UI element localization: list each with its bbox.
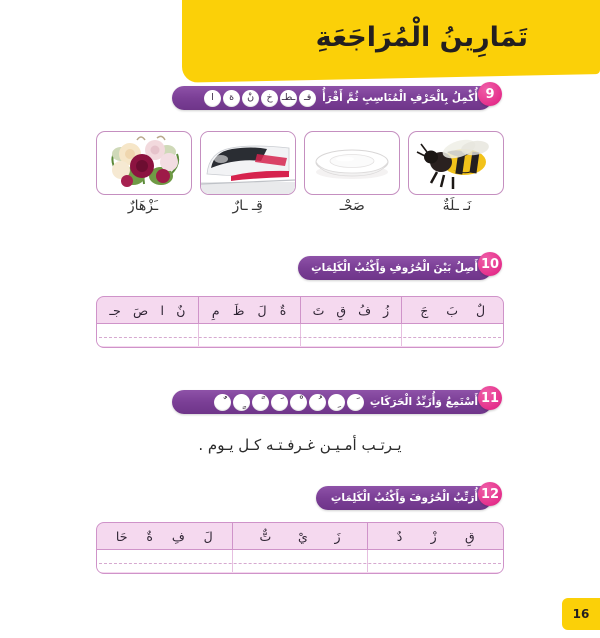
exercise-9-header xyxy=(172,86,492,110)
letter-group xyxy=(300,297,402,323)
table-letter: قِ xyxy=(464,528,475,544)
table-letter: دٌ xyxy=(396,528,403,544)
exercise-10-header xyxy=(298,256,492,280)
exercise-10-letter-row xyxy=(97,297,503,323)
harakah-chip[interactable] xyxy=(309,394,326,411)
letter-chip[interactable]: فـ xyxy=(299,90,316,107)
harakah-chip[interactable] xyxy=(347,394,364,411)
table-letter: تَ xyxy=(312,302,325,318)
table-letter: قِ xyxy=(336,302,347,318)
table-letter: لَ xyxy=(257,302,267,318)
page-number: 16 xyxy=(572,607,590,621)
exercise-9-chip-row xyxy=(204,90,316,107)
writing-cell[interactable] xyxy=(367,550,503,572)
table-letter: صَ xyxy=(133,302,149,318)
table-letter: تٌّ xyxy=(259,528,272,544)
page-title: تَمَارِينُ الْمُرَاجَعَةِ xyxy=(315,22,528,53)
exercise-9-word-row xyxy=(96,198,504,214)
exercise-12-letter-row xyxy=(97,523,503,549)
table-letter: مِ xyxy=(211,302,220,318)
table-letter: ةٌ xyxy=(146,528,153,544)
harakah-chip[interactable] xyxy=(290,394,307,411)
picture-word: نَـ ـلَةٌ xyxy=(442,198,472,214)
letter-chip[interactable]: نْ xyxy=(242,90,259,107)
harakah-chip[interactable] xyxy=(271,394,288,411)
exercise-12-instruction: أُرَتِّبُ الْحُرُوفَ وَأَكْتُبُ الْكَلِمَاتِ xyxy=(330,492,478,504)
table-letter: يْ xyxy=(297,528,308,544)
page-number-badge xyxy=(562,598,600,630)
exercise-10-table[interactable] xyxy=(96,296,504,348)
table-letter: ظَ xyxy=(232,302,245,318)
picture-word: صَحْـ xyxy=(339,198,365,214)
letter-chip[interactable]: ا xyxy=(204,90,221,107)
picture-word: قِـ ـارٌ xyxy=(232,198,263,214)
table-letter: نٌ xyxy=(176,302,186,318)
exercise-12-header xyxy=(316,486,492,510)
writing-cell[interactable] xyxy=(300,324,402,346)
writing-guide-line xyxy=(99,563,501,564)
harakah-chip[interactable] xyxy=(252,394,269,411)
exercise-11-sentence: يـرتـب أمـيـن غـرفـتـه كـل يـوم . xyxy=(198,436,402,454)
exercise-10-writing-row[interactable] xyxy=(97,323,503,346)
table-letter: لَ xyxy=(203,528,213,544)
train-image xyxy=(200,131,296,195)
letter-group xyxy=(367,523,503,549)
letter-group xyxy=(198,297,300,323)
letter-chip[interactable]: ـطـ xyxy=(280,90,297,107)
picture-word: ـَزْهَارٌ xyxy=(127,198,159,214)
table-letter: زَ xyxy=(334,528,341,544)
exercise-12-writing-row[interactable] xyxy=(97,549,503,572)
letter-chip[interactable]: ة xyxy=(223,90,240,107)
exercise-12-number: 12 xyxy=(478,482,502,506)
table-letter: لٌ xyxy=(475,302,486,318)
table-letter: زْ xyxy=(430,528,437,544)
harakah-chip[interactable] xyxy=(214,394,231,411)
exercise-9-instruction: أُكْمِلُ بِالْحَرْفِ الْمُنَاسِبِ ثُمَّ أَقْرَأُ xyxy=(322,92,478,104)
exercise-9-number: 9 xyxy=(478,82,502,106)
harakah-chip[interactable] xyxy=(233,394,250,411)
writing-cell[interactable] xyxy=(198,324,300,346)
harakah-chip[interactable] xyxy=(328,394,345,411)
table-letter: فُ xyxy=(358,302,372,318)
writing-cell[interactable] xyxy=(232,550,368,572)
exercise-11-chip-row xyxy=(214,394,364,411)
table-letter: ةٌ xyxy=(279,302,287,318)
exercise-10-instruction: أَصِلُ بَيْنَ الْحُرُوفِ وَأَكْتُبُ الْكَلِمَاتِ xyxy=(311,262,478,274)
letter-group xyxy=(232,523,368,549)
bee-image xyxy=(408,131,504,195)
exercise-11-number: 11 xyxy=(478,386,502,410)
table-letter: بَ xyxy=(446,302,459,318)
exercise-9-picture-row xyxy=(96,131,504,195)
letter-chip[interactable]: خ xyxy=(261,90,278,107)
table-letter: حَا xyxy=(115,528,128,544)
writing-cell[interactable] xyxy=(97,550,232,572)
plate-image xyxy=(304,131,400,195)
table-letter: جَ xyxy=(420,302,429,318)
table-letter: ا xyxy=(160,302,164,318)
exercise-11-instruction: أَسْتَمِعُ وَأُزَيِّدُ الْحَرَكَاتِ xyxy=(369,396,478,408)
letter-group xyxy=(97,523,232,549)
writing-guide-line xyxy=(99,337,501,338)
table-letter: جـ xyxy=(109,302,121,318)
writing-cell[interactable] xyxy=(401,324,503,346)
exercise-10-number: 10 xyxy=(478,252,502,276)
table-letter: زُ xyxy=(383,302,390,318)
flowers-image xyxy=(96,131,192,195)
exercise-11-header xyxy=(172,390,492,414)
exercise-12-table[interactable] xyxy=(96,522,504,574)
letter-group xyxy=(97,297,198,323)
table-letter: فِ xyxy=(171,528,185,544)
letter-group xyxy=(401,297,503,323)
writing-cell[interactable] xyxy=(97,324,198,346)
